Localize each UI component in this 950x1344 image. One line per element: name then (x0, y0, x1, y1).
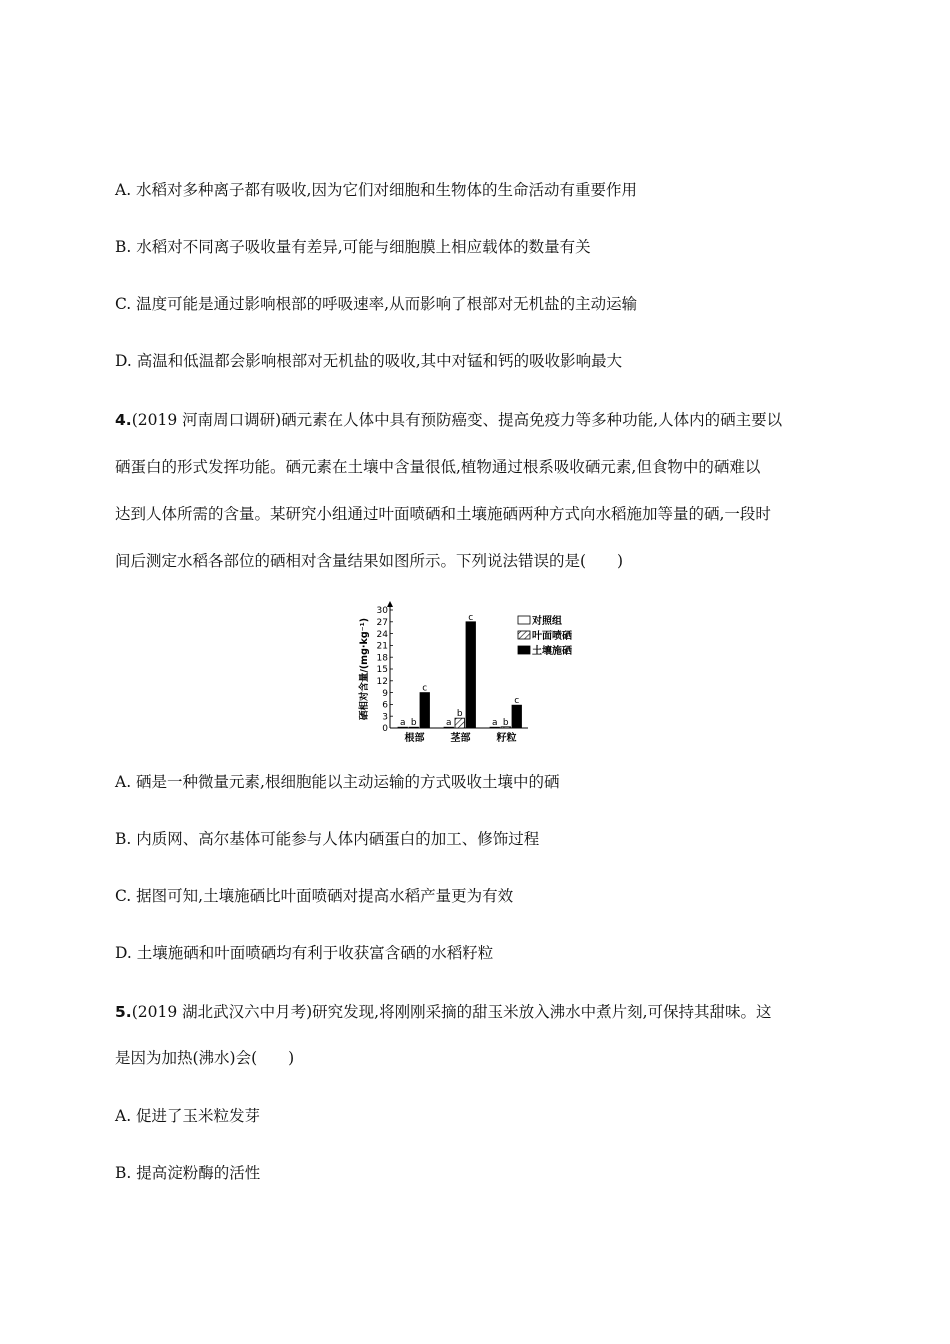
y-tick-label: 9 (382, 688, 388, 699)
y-tick-label: 0 (382, 724, 388, 735)
bar (455, 718, 465, 728)
q3-option-d: D. 高温和低温都会影响根部对无机盐的吸收,其中对锰和钙的吸收影响最大 (115, 352, 623, 370)
y-tick-label: 30 (376, 606, 388, 617)
q4-option-a: A. 硒是一种微量元素,根细胞能以主动运输的方式吸收土壤中的硒 (115, 773, 560, 791)
y-tick-label: 6 (382, 700, 388, 711)
bar-label: c (468, 612, 474, 623)
bar (466, 622, 476, 728)
bar-label: c (514, 696, 520, 707)
bar (420, 693, 430, 728)
q4-stem-line-4: 间后测定水稻各部位的硒相对含量结果如图所示。下列说法错误的是( ) (115, 552, 624, 570)
bar-label: b (502, 717, 509, 728)
q4-number: 4. (115, 411, 132, 429)
bar-label: a (491, 718, 498, 729)
chart-svg (350, 598, 600, 750)
q3-option-a: A. 水稻对多种离子都有吸收,因为它们对细胞和生物体的生命活动有重要作用 (115, 181, 637, 199)
q5-stem-line-2: 是因为加热(沸水)会( ) (115, 1049, 295, 1067)
q5-number: 5. (115, 1003, 132, 1021)
q4-stem-line-3: 达到人体所需的含量。某研究小组通过叶面喷硒和土壤施硒两种方式向水稻施加等量的硒,一段时 (115, 505, 771, 523)
bar (512, 705, 522, 728)
bar-label: b (456, 709, 463, 720)
q4-option-c: C. 据图可知,土壤施硒比叶面喷硒对提高水稻产量更为有效 (115, 887, 514, 905)
y-tick-label: 3 (382, 712, 388, 723)
x-tick-label: 根部 (404, 733, 425, 744)
y-tick-label: 27 (376, 618, 388, 628)
legend-label: 叶面喷硒 (532, 631, 572, 642)
q4-option-d: D. 土壤施硒和叶面喷硒均有利于收获富含硒的水稻籽粒 (115, 944, 494, 962)
legend-label: 对照组 (532, 616, 562, 627)
q4-stem-text-1: (2019 河南周口调研)硒元素在人体中具有预防癌变、提高免疫力等多种功能,人体内的硒主要以 (131, 411, 783, 429)
y-tick-label: 15 (376, 665, 388, 676)
y-axis-label: 硒相对含量/(mg·kg⁻¹) (359, 617, 370, 721)
q4-stem-line-1 (115, 410, 845, 430)
bar-label: c (422, 683, 428, 694)
legend-swatch (518, 616, 530, 624)
legend-label: 土壤施硒 (532, 646, 572, 657)
selenium-bar-chart (350, 598, 600, 750)
y-tick-label: 18 (376, 653, 388, 664)
y-tick-label: 12 (376, 677, 388, 687)
q3-option-b: B. 水稻对不同离子吸收量有差异,可能与细胞膜上相应载体的数量有关 (115, 238, 591, 256)
q4-stem-line-2: 硒蛋白的形式发挥功能。硒元素在土壤中含量很低,植物通过根系吸收硒元素,但食物中的硒难以 (115, 458, 761, 476)
q3-option-c: C. 温度可能是通过影响根部的呼吸速率,从而影响了根部对无机盐的主动运输 (115, 295, 638, 313)
q5-stem-text-1: (2019 湖北武汉六中月考)研究发现,将刚刚采摘的甜玉米放入沸水中煮片刻,可保持其甜味。这 (131, 1003, 772, 1021)
bar-label: b (410, 718, 417, 729)
q4-option-b: B. 内质网、高尔基体可能参与人体内硒蛋白的加工、修饰过程 (115, 830, 540, 848)
x-tick-label: 茎部 (450, 733, 471, 744)
q5-option-a: A. 促进了玉米粒发芽 (115, 1107, 261, 1125)
x-tick-label: 籽粒 (496, 733, 517, 744)
y-tick-label: 24 (376, 629, 388, 640)
legend-swatch (518, 646, 530, 654)
legend-swatch (518, 631, 530, 639)
y-tick-label: 21 (376, 641, 388, 652)
bar-label: a (445, 718, 452, 729)
q5-stem-line-1 (115, 1002, 845, 1022)
q5-option-b: B. 提高淀粉酶的活性 (115, 1164, 261, 1182)
bar-label: a (399, 718, 406, 729)
